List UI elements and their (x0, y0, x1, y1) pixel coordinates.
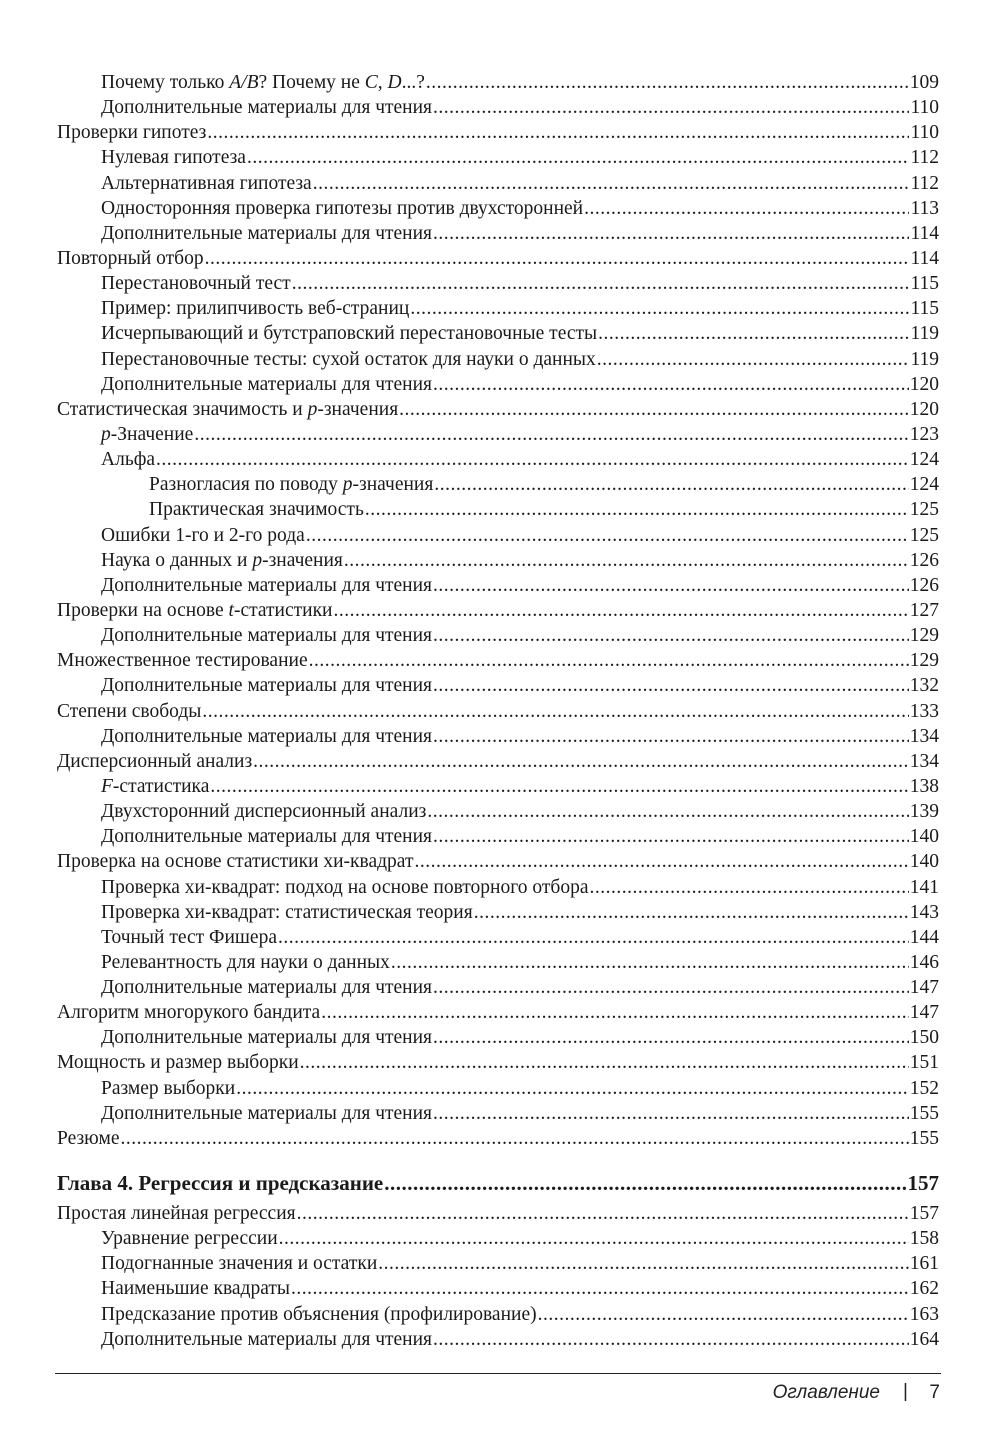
toc-entry[interactable] (57, 321, 939, 346)
toc-title-segment: -значения (262, 549, 343, 571)
toc-dot-leader (584, 196, 909, 221)
toc-entry[interactable] (57, 1302, 939, 1327)
toc-dot-leader (334, 598, 909, 623)
toc-dot-leader (344, 548, 909, 573)
toc-title-segment: t (228, 599, 234, 621)
toc-page-number: 126 (909, 549, 939, 571)
toc-title-segment: Ошибки 1-го и 2-го рода (101, 524, 305, 546)
toc-page-number: 151 (909, 1052, 939, 1074)
toc-page-number: 140 (909, 826, 939, 848)
toc-entry[interactable] (57, 699, 939, 724)
toc-entry-title (101, 347, 596, 372)
toc-page-number: 163 (909, 1303, 939, 1325)
toc-entry[interactable] (57, 1101, 939, 1126)
toc-dot-leader (306, 523, 909, 548)
toc-page-number: 138 (909, 775, 939, 797)
toc-entry-title (101, 1276, 290, 1301)
toc-entry-title (57, 397, 398, 422)
toc-entry-title (101, 523, 305, 548)
toc-title-segment: Перестановочные тесты: сухой остаток для науки о данных (101, 348, 596, 370)
toc-entry[interactable] (57, 347, 939, 372)
toc-dot-leader (279, 1226, 909, 1251)
toc-title-segment: Дисперсионный анализ (57, 750, 253, 772)
toc-title-segment: Дополнительные материалы для чтения (101, 977, 433, 999)
toc-title-segment: Предсказание против объяснения (профилирование) (101, 1303, 537, 1325)
toc-entry[interactable] (57, 221, 939, 246)
toc-title-segment: Подогнанные значения и остатки (101, 1253, 378, 1275)
toc-title-segment: -Значение (110, 423, 194, 445)
toc-page-number: 162 (909, 1278, 939, 1300)
toc-page-number: 157 (909, 1203, 939, 1225)
toc-entry-title (57, 1201, 296, 1226)
toc-title-segment: Дополнительные материалы для чтения (101, 222, 433, 244)
toc-dot-leader (433, 724, 909, 749)
toc-entry[interactable] (57, 673, 939, 698)
toc-entry[interactable] (57, 95, 939, 120)
toc-entry-title (57, 648, 308, 673)
toc-entry[interactable] (57, 623, 939, 648)
toc-title-segment: Дополнительные материалы для чтения (101, 826, 433, 848)
toc-entry-title (101, 875, 588, 900)
toc-page-number: 114 (910, 222, 939, 244)
toc-dot-leader (434, 472, 908, 497)
toc-title-segment: Алгоритм многорукого бандита (57, 1002, 321, 1024)
toc-title-segment: Дополнительные материалы для чтения (101, 373, 433, 395)
toc-title-segment: D (387, 72, 402, 93)
toc-dot-leader (309, 648, 909, 673)
toc-entry[interactable] (57, 724, 939, 749)
toc-page-number: 158 (909, 1228, 939, 1250)
toc-entry[interactable] (57, 271, 939, 296)
toc-dot-leader (292, 271, 910, 296)
toc-entry[interactable] (57, 171, 939, 196)
toc-dot-leader (426, 70, 909, 95)
toc-entry-title (101, 171, 312, 196)
toc-dot-leader (474, 900, 909, 925)
toc-entry-title (101, 799, 426, 824)
toc-title-segment: Нулевая гипотеза (101, 147, 246, 169)
toc-entry-title (57, 699, 201, 724)
toc-page-number: 125 (909, 499, 939, 521)
toc-page-number: 147 (909, 977, 939, 999)
table-of-contents (57, 70, 939, 1352)
toc-title-segment: Проверки на основе (57, 599, 229, 621)
toc-entry-title (57, 120, 206, 145)
toc-entry[interactable] (57, 397, 939, 422)
toc-dot-leader (538, 1302, 909, 1327)
toc-entry-title (149, 472, 433, 497)
toc-title-segment: Глава 4. Регрессия и предсказание (57, 1171, 384, 1196)
toc-entry[interactable] (57, 975, 939, 1000)
toc-entry[interactable] (57, 1251, 939, 1276)
toc-dot-leader (313, 171, 910, 196)
toc-page-number: 112 (910, 172, 939, 194)
toc-entry[interactable] (57, 1025, 939, 1050)
toc-entry[interactable] (57, 1226, 939, 1251)
toc-title-segment: , (377, 72, 388, 93)
toc-page-number: 120 (909, 373, 939, 395)
toc-title-segment: Практическая значимость (149, 499, 364, 521)
toc-title-segment: Наименьшие квадраты (101, 1278, 291, 1300)
toc-title-segment: Множественное тестирование (57, 650, 308, 672)
toc-dot-leader (399, 397, 909, 422)
toc-dot-leader (207, 120, 909, 145)
toc-page-number: 147 (909, 1002, 939, 1024)
toc-entry[interactable] (57, 900, 939, 925)
toc-dot-leader (597, 347, 910, 372)
toc-dot-leader (433, 975, 909, 1000)
toc-page-number: 157 (907, 1171, 939, 1196)
toc-page-number: 129 (909, 650, 939, 672)
footer-rule (55, 1373, 941, 1374)
toc-page-number: 112 (910, 147, 939, 169)
toc-title-segment: Размер выборки (101, 1077, 236, 1099)
toc-dot-leader (121, 1126, 909, 1151)
toc-entry[interactable] (57, 1276, 939, 1301)
toc-title-segment: Дополнительные материалы для чтения (101, 1328, 433, 1350)
toc-entry[interactable] (57, 422, 939, 447)
toc-page-number: 110 (910, 122, 939, 144)
toc-entry[interactable] (57, 120, 939, 145)
toc-title-segment: Проверка на основе статистики хи-квадрат (57, 851, 414, 873)
toc-dot-leader (433, 1025, 909, 1050)
toc-page-number: 124 (909, 449, 939, 471)
toc-page-number: 133 (909, 700, 939, 722)
toc-page-number: 124 (909, 474, 939, 496)
toc-dot-leader (427, 799, 908, 824)
toc-entry[interactable] (57, 497, 939, 522)
toc-page-number: 115 (910, 298, 939, 320)
toc-page-number: 123 (909, 423, 939, 445)
toc-page-number: 146 (909, 951, 939, 973)
toc-dot-leader (598, 321, 909, 346)
toc-dot-leader (433, 573, 909, 598)
toc-entry[interactable] (57, 648, 939, 673)
toc-title-segment: ...? (401, 72, 425, 93)
toc-entry-title (57, 1050, 299, 1075)
toc-title-segment: Дополнительные материалы для чтения (101, 725, 433, 747)
toc-entry-title (101, 925, 277, 950)
toc-entry-title (101, 1076, 235, 1101)
toc-dot-leader (433, 95, 909, 120)
toc-dot-leader (433, 824, 909, 849)
toc-entry-title (101, 673, 432, 698)
toc-title-segment: Резюме (57, 1127, 120, 1149)
toc-entry[interactable] (57, 1201, 939, 1226)
toc-dot-leader (300, 1050, 909, 1075)
toc-entry-title (101, 824, 432, 849)
toc-page-number: 125 (909, 524, 939, 546)
toc-entry[interactable] (57, 1050, 939, 1075)
toc-page-number: 141 (909, 876, 939, 898)
toc-entry-title (101, 950, 390, 975)
toc-title-segment: Почему только (101, 72, 230, 93)
toc-entry[interactable] (57, 950, 939, 975)
toc-entry-title (101, 447, 155, 472)
toc-entry[interactable] (57, 246, 939, 271)
toc-entry[interactable] (57, 774, 939, 799)
toc-dot-leader (433, 372, 909, 397)
toc-entry[interactable] (57, 472, 939, 497)
toc-entry-title (57, 246, 204, 271)
toc-entry-title (101, 70, 425, 95)
toc-dot-leader (433, 673, 909, 698)
toc-title-segment: Статистическая значимость и (57, 398, 308, 420)
toc-page-number: 120 (909, 398, 939, 420)
toc-title-segment: A/B (229, 72, 259, 93)
toc-entry-title (101, 774, 209, 799)
toc-page-number: 134 (909, 725, 939, 747)
toc-title-segment: Альтернативная гипотеза (101, 172, 312, 194)
toc-page-number: 155 (909, 1127, 939, 1149)
toc-entry[interactable] (57, 799, 939, 824)
toc-entry-title (57, 1126, 120, 1151)
toc-entry[interactable] (57, 196, 939, 221)
toc-entry[interactable] (57, 70, 939, 95)
toc-dot-leader (414, 849, 908, 874)
toc-entry[interactable] (57, 598, 939, 623)
toc-dot-leader (194, 422, 908, 447)
toc-title-segment: Дополнительные материалы для чтения (101, 97, 433, 119)
toc-title-segment: Односторонняя проверка гипотезы против двухсторонней (101, 197, 584, 219)
toc-title-segment: Дополнительные материалы для чтения (101, 574, 433, 596)
toc-title-segment: Разногласия по поводу (149, 474, 343, 496)
toc-entry[interactable] (57, 1327, 939, 1352)
toc-page-number: 127 (909, 599, 939, 621)
toc-entry-title (57, 598, 333, 623)
toc-dot-leader (410, 296, 909, 321)
toc-dot-leader (433, 1101, 909, 1126)
toc-title-segment: Дополнительные материалы для чтения (101, 1027, 433, 1049)
toc-entry-title (101, 623, 432, 648)
toc-entry-title (101, 548, 343, 573)
toc-title-segment: -статистики (233, 599, 333, 621)
toc-page-number: 119 (910, 323, 939, 345)
toc-title-segment: Дополнительные материалы для чтения (101, 625, 433, 647)
toc-page-number: 110 (910, 97, 939, 119)
toc-entry[interactable] (57, 296, 939, 321)
toc-title-segment: Проверка хи-квадрат: подход на основе повторного отбора (101, 876, 589, 898)
toc-entry[interactable] (57, 1000, 939, 1025)
toc-entry-title (101, 900, 473, 925)
toc-entry[interactable] (57, 824, 939, 849)
toc-entry-title (149, 497, 364, 522)
toc-title-segment: Альфа (101, 449, 155, 471)
toc-title-segment: Простая линейная регрессия (57, 1203, 296, 1225)
toc-dot-leader (210, 774, 908, 799)
toc-dot-leader (433, 221, 909, 246)
toc-entry[interactable] (57, 447, 939, 472)
toc-page-number: 155 (909, 1102, 939, 1124)
toc-title-segment: p (252, 549, 263, 571)
toc-entry[interactable] (57, 145, 939, 170)
toc-entry-title (101, 296, 409, 321)
toc-title-segment: p (307, 398, 318, 420)
toc-entry-title (101, 724, 432, 749)
toc-dot-leader (236, 1076, 909, 1101)
toc-title-segment: Двухсторонний дисперсионный анализ (101, 801, 427, 823)
toc-chapter-entry[interactable] (57, 1165, 939, 1201)
toc-entry-title (101, 221, 432, 246)
toc-entry[interactable] (57, 372, 939, 397)
toc-title-segment: Перестановочный тест (101, 273, 291, 295)
toc-entry[interactable] (57, 849, 939, 874)
toc-title-segment: Исчерпывающий и бутстраповский перестановочные тесты (101, 323, 598, 345)
toc-dot-leader (278, 925, 909, 950)
toc-dot-leader (297, 1201, 909, 1226)
toc-title-segment: Пример: прилипчивость веб-страниц (101, 298, 410, 320)
toc-page-number: 115 (910, 273, 939, 295)
toc-entry-title (57, 749, 252, 774)
toc-entry[interactable] (57, 1126, 939, 1151)
toc-dot-leader (433, 623, 909, 648)
toc-title-segment: C (364, 72, 378, 93)
toc-title-segment: p (101, 423, 111, 445)
toc-title-segment: Проверка хи-квадрат: статистическая теория (101, 901, 473, 923)
toc-dot-leader (202, 699, 908, 724)
toc-page-number: 161 (909, 1253, 939, 1275)
toc-title-segment: ? Почему не (258, 72, 365, 93)
toc-entry-title (101, 1302, 537, 1327)
toc-page-number: 144 (909, 926, 939, 948)
toc-entry[interactable] (57, 925, 939, 950)
toc-page-number: 139 (909, 801, 939, 823)
toc-entry[interactable] (57, 548, 939, 573)
toc-title-segment: Релевантность для науки о данных (101, 951, 390, 973)
toc-dot-leader (205, 246, 910, 271)
toc-title-segment: -значения (317, 398, 399, 420)
toc-entry-title (101, 1327, 432, 1352)
toc-entry-title (101, 573, 432, 598)
toc-entry-title (101, 372, 432, 397)
toc-entry[interactable] (57, 875, 939, 900)
footer-page-number: 7 (929, 1382, 940, 1403)
toc-page-number: 114 (910, 247, 939, 269)
toc-dot-leader (589, 875, 908, 900)
footer-section-title: Оглавление (772, 1382, 880, 1403)
toc-dot-leader (365, 497, 909, 522)
toc-dot-leader (433, 1327, 909, 1352)
toc-entry-title (101, 145, 246, 170)
toc-entry-title (101, 422, 193, 447)
toc-title-segment: Наука о данных и (101, 549, 253, 571)
toc-entry-title (101, 1025, 432, 1050)
toc-title-segment: -статистика (112, 775, 210, 797)
toc-title-segment: Дополнительные материалы для чтения (101, 675, 433, 697)
toc-page-number: 109 (909, 72, 939, 93)
toc-entry[interactable] (57, 523, 939, 548)
toc-page-number: 164 (909, 1328, 939, 1350)
toc-entry-title (101, 196, 583, 221)
footer-separator: | (903, 1381, 908, 1402)
toc-dot-leader (253, 749, 909, 774)
toc-dot-leader (247, 145, 910, 170)
toc-dot-leader (156, 447, 909, 472)
toc-title-segment: Мощность и размер выборки (57, 1052, 299, 1074)
toc-title-segment: Повторный отбор (57, 247, 204, 269)
toc-entry-title (101, 975, 432, 1000)
toc-entry-title (101, 95, 432, 120)
toc-title-segment: -значения (352, 474, 434, 496)
toc-entry-title (101, 1226, 278, 1251)
toc-dot-leader (291, 1276, 909, 1301)
toc-title-segment: p (342, 474, 353, 496)
toc-title-segment: Проверки гипотез (57, 122, 207, 144)
toc-entry-title (57, 849, 413, 874)
toc-entry-title (101, 321, 597, 346)
toc-entry-title (57, 1165, 383, 1201)
toc-page-number: 140 (909, 851, 939, 873)
toc-page-number: 143 (909, 901, 939, 923)
toc-page-number: 134 (909, 750, 939, 772)
toc-dot-leader (378, 1251, 908, 1276)
toc-page-number: 129 (909, 625, 939, 647)
toc-page-number: 119 (910, 348, 939, 370)
toc-entry-title (101, 271, 291, 296)
toc-page-number: 113 (910, 197, 939, 219)
toc-page-number: 152 (909, 1077, 939, 1099)
toc-dot-leader (384, 1165, 906, 1201)
toc-entry-title (101, 1251, 377, 1276)
toc-page-number: 150 (909, 1027, 939, 1049)
toc-page-number: 132 (909, 675, 939, 697)
toc-entry[interactable] (57, 1076, 939, 1101)
toc-entry-title (101, 1101, 432, 1126)
toc-entry-title (57, 1000, 320, 1025)
toc-title-segment: Уравнение регрессии (101, 1228, 278, 1250)
toc-dot-leader (391, 950, 909, 975)
toc-title-segment: F (101, 775, 113, 797)
toc-dot-leader (321, 1000, 909, 1025)
toc-entry[interactable] (57, 573, 939, 598)
toc-entry[interactable] (57, 749, 939, 774)
toc-title-segment: Точный тест Фишера (101, 926, 277, 948)
toc-title-segment: Дополнительные материалы для чтения (101, 1102, 433, 1124)
toc-title-segment: Степени свободы (57, 700, 202, 722)
toc-page-number: 126 (909, 574, 939, 596)
